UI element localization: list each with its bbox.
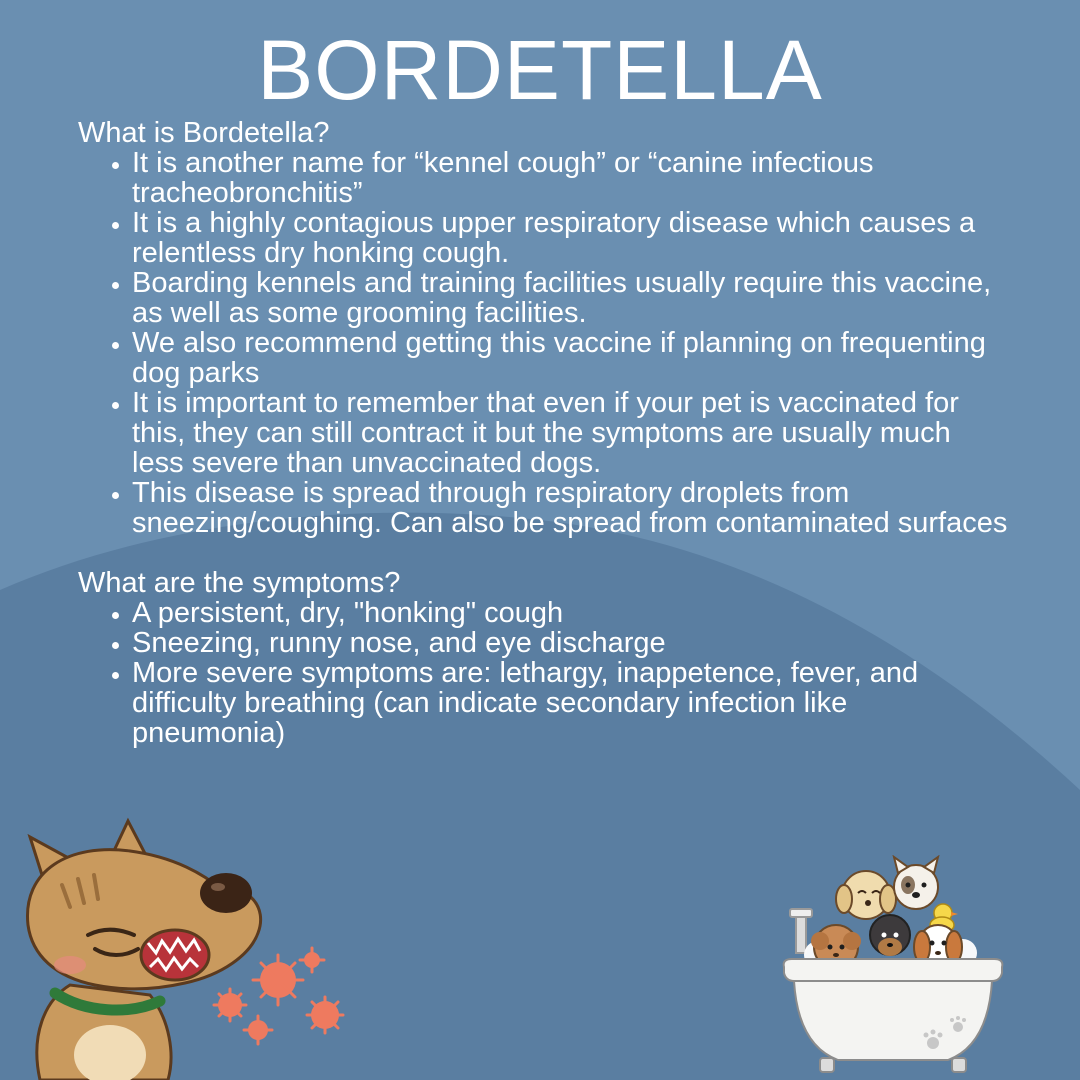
list-item: • This disease is spread through respiratory droplets from sneezing/coughing. Can also be spread from contaminated surfaces bbox=[132, 478, 1008, 538]
bullet-list bbox=[78, 148, 1008, 538]
list-item: • Sneezing, runny nose, and eye discharge bbox=[132, 628, 1008, 658]
puppies-in-bathtub-illustration bbox=[778, 855, 1008, 1080]
section-spacer bbox=[78, 538, 1008, 568]
list-item: • Boarding kennels and training facilities usually require this vaccine, as well as some grooming facilities. bbox=[132, 268, 1008, 328]
list-item: • We also recommend getting this vaccine if planning on frequenting dog parks bbox=[132, 328, 1008, 388]
section-heading: What are the symptoms? bbox=[78, 567, 401, 599]
page-title: BORDETELLA bbox=[257, 23, 823, 117]
bullet-list bbox=[78, 598, 1008, 748]
coughing-dog-illustration bbox=[0, 815, 360, 1080]
main-content bbox=[78, 118, 1008, 748]
list-item: • It is another name for “kennel cough” or “canine infectious tracheobronchitis” bbox=[132, 148, 1008, 208]
section-heading: What is Bordetella? bbox=[78, 117, 330, 149]
section-symptoms bbox=[78, 568, 1008, 748]
list-item: • A persistent, dry, "honking" cough bbox=[132, 598, 1008, 628]
list-item: • It is important to remember that even if your pet is vaccinated for this, they can still contract it but the symptoms are usually much less severe than unvaccinated dogs. bbox=[132, 388, 1008, 478]
list-item: • It is a highly contagious upper respiratory disease which causes a relentless dry honking cough. bbox=[132, 208, 1008, 268]
section-what-is bbox=[78, 118, 1008, 538]
list-item: • More severe symptoms are: lethargy, inappetence, fever, and difficulty breathing (can indicate secondary infection like pneumonia) bbox=[132, 658, 1008, 748]
